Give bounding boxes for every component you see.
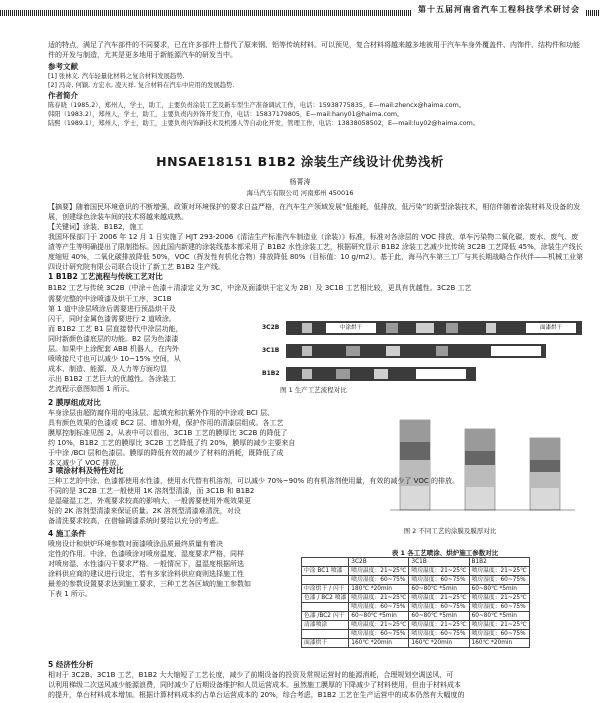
text-line: 的提升，单台材料成本增加。根据计算材料成本约占单台运营成本的 20%，综合考虑，B1B2 工艺在生产运营中的成本仍然有大幅度的 [48, 691, 465, 699]
figure-2-chart [380, 400, 580, 522]
table-cell: 喷房湿度：60~75% [469, 630, 529, 639]
table-cell [302, 603, 349, 612]
text-line: 需要完整的中涂喷漆及烘干工序，3C1B [48, 295, 172, 303]
table-cell: 喷房温度：21~25℃ [409, 567, 469, 576]
table-row [302, 576, 530, 585]
text-line: 好的 2K 溶剂型清漆来保证质量。2K 溶剂型清漆难清洗，对设 [48, 507, 241, 515]
table-cell: 喷房湿度：60~75% [349, 603, 409, 612]
intro-paragraph: 我国环保部门于 2006 年 12 月 1 日实施了 HJT 293-2006《清洁生产标准汽车制造业（涂装）》标准，标准对各涂层的 VOC 排放、单车污染物二氧化碳、废水、废气、废渣等产生等明确提出了限制指标。因此国内新建的涂装线基本都采用了 B1B2 水性涂装工艺，根据研究显示 B1B2 涂装工艺减少比传统 3C2B 工艺降低 45%，涂装生产线长度缩短 40%，二氧化碳排放降低 50%，VOC（挥发性有机化合物）排放降低 80%（目标值：10 g/m2）。基于此，海马汽车第三工厂与其长期战略合作伙伴——机械工业第四设计研究院有限公司联合设计了新工艺 B1B2 生产线。 [48, 233, 584, 271]
text-line: 艺流程示意图如图 1 所示。 [48, 385, 134, 393]
text-line: 示出 B1B2 工艺巨大的优越性。各涂装工 [48, 375, 176, 383]
keywords: 【关键词】涂装，B1B2，施工 [48, 223, 144, 231]
text-line: 最差的参数设置要求达到施工要求，三种工艺各区域的施工参数如 [48, 580, 251, 588]
section-3-body [48, 486, 298, 526]
process-bar [286, 367, 476, 381]
table-cell: 喷房湿度：60~75% [409, 576, 469, 585]
row-label: B1B2 [262, 370, 280, 377]
table-cell: 喷房湿度：60~75% [409, 603, 469, 612]
table-cell: 60~80℃ *5min [469, 585, 529, 594]
text-line: 成本、制造、能源、及人力等方面均显 [48, 365, 167, 373]
table-row [302, 639, 530, 648]
author-bio-1: 陈春晓（1985.2），郑州人，学士，助工，主要负责涂装工艺及新车型生产准备调试工作，电话：15938775835，E—mail:zhencx@haima.com。 [48, 102, 465, 109]
text-line: 闪干，同时金属色漆需要进行 2 道喷涂。 [48, 315, 176, 323]
table-row [302, 567, 530, 576]
table-row [302, 603, 530, 612]
article-affiliation: 海马汽车有限公司 河南郑州 450016 [246, 189, 354, 197]
section-1-intro: B1B2 工艺与传统 3C2B（中涂＋色漆＋清漆定义为 3C，中涂及面漆烘干定义为 2B）及 3C1B 工艺相比较，更具有优越性。3C2B 工艺 [48, 284, 472, 292]
section-3 [48, 466, 588, 486]
table-row [302, 621, 530, 630]
section-5 [48, 660, 588, 700]
text-line: 本又减少了 VOC 排放。 [48, 459, 124, 467]
abstract: 【摘要】随着国民环境意识的不断增强，政策对环境保护的要求日益严格，在汽车生产领域发展“低能耗，低排放，低污染”的新型涂装技术，相信伴随着涂装材料及设备的发展，创建绿色涂装车间的技术将越来越成熟。 [48, 203, 581, 221]
figure-1-row-3c1b [262, 344, 586, 358]
table-cell: 喷房湿度：60~75% [469, 576, 529, 585]
article-author: 杨菁涛 [289, 178, 311, 186]
section-3-heading: 3 喷涂材料及特性对比 [48, 466, 124, 475]
table-cell: 喷房温度：21~25℃ [349, 594, 409, 603]
table-cell: 喷房湿度：60~75% [349, 630, 409, 639]
table-cell: 清漆喷涂 [302, 621, 349, 630]
text-line: 相对于 3C2B、3C1B 工艺，B1B2 大大缩短了工艺长度，减少了前期设备的投资及常规运营时的能源消耗，合理规划空调送风，可 [48, 671, 454, 679]
table-cell: 60~80℃ *5min [349, 612, 409, 621]
row-label: 3C2B [262, 324, 280, 331]
table-cell: 面漆烘干 [302, 639, 349, 648]
table-row [302, 594, 530, 603]
author-bio-2: 韩阳（1983.2），郑州人，学士，助工，主要负责内外饰开发工作，电话：15837179805，E—mail:hany01@haima.com。 [48, 111, 404, 118]
table-cell: 中涂 BC1 喷漆 [302, 567, 349, 576]
table-1 [301, 557, 530, 648]
author-bio-3: 陆熙（1989.1），郑州人，学士，助工，主要负责内饰新技术及机器人等自动化开发，管理工作，电话：13838058502，E—mail:luy02@haima.com。 [48, 120, 480, 127]
text-line: 于中涂 /BCI 层和色漆层。膜厚的降低有效的减少了材料的消耗，既降低了成 [48, 449, 284, 457]
figure-1 [262, 321, 586, 383]
text-line: 三种工艺的中涂、色漆都使用水性漆，使用水代替有机溶剂，可以减少 70%~90% 的有机溶剂使用量，有效的减少了 VOC 的排放。 [48, 477, 459, 485]
text-line: 备清洗要求较高，在借输调漆系统时要给以充分的考虑。 [48, 517, 223, 525]
section-2-heading: 2 膜厚组成对比 [48, 398, 101, 407]
table-cell: 喷房温度：21~25℃ [409, 594, 469, 603]
film-stack-3c2b [400, 420, 430, 510]
table-cell: 喷房温度：21~25℃ [469, 594, 529, 603]
section-1-heading: 1 B1B2 工艺流程与传统工艺对比 [48, 272, 163, 281]
reference-2: [2] 冯奇, 何颖, 方宏水, 凌天祥. 复合材料在汽车中应用的发展趋势. [48, 82, 235, 89]
table-header-cell [302, 558, 349, 567]
text-line: 不同的是 3C2B 工艺一般使用 1K 溶剂型清漆，而 3C1B 和 B1B2 [48, 487, 255, 495]
text-line: 而 B1B2 工艺 B1 层直接替代中涂层功能， [48, 325, 183, 333]
text-line: 涂料供应商的建议进行设定，若有多家涂料供应商则选择施工性 [48, 570, 244, 578]
figure-1-caption: 图 1 生产工艺流程对比 [280, 386, 347, 394]
table-cell: 160℃ *20min [409, 639, 469, 648]
prev-article-text: 适的特点，满足了汽车部件的不同要求，已在许多部件上替代了原来钢、铝等传统材料。可以预见，复合材料将越来越多地被用于汽车车身外覆盖件、内饰件、结构件和功能件的开发与制造，尤其是更多地用于新能源汽车的研发当中。 [48, 41, 580, 59]
table-cell: 60~80℃ *5min [409, 585, 469, 594]
table-header-cell: 3C2B [349, 558, 409, 567]
journal-title: 第十五届河南省汽车工程科技学术研讨会 [412, 4, 586, 16]
table-cell: 160℃ *20min [469, 639, 529, 648]
table-cell: 180℃ *20min [349, 585, 409, 594]
table-cell: 喷房温度：21~25℃ [409, 621, 469, 630]
table-cell: 喷房湿度：60~75% [409, 630, 469, 639]
table-cell: 色漆 /BC2 闪干 [302, 612, 349, 621]
text-line: 以利用梯级二次送风减少能源浪费，同时减少了后期设备维护和人员运营成本。虽然施工膜厚的下降减少了材料使用，但由于材料成本 [48, 681, 461, 689]
table-cell: 喷房温度：21~25℃ [469, 567, 529, 576]
table-cell: 喷房温度：21~25℃ [349, 621, 409, 630]
authors-heading: 作者简介 [48, 91, 78, 100]
text-line: 约 10%，B1B2 工艺的膜厚比 3C2B 工艺降低了约 20%，膜厚的减少主要来自 [48, 439, 296, 447]
table-cell: 喷房湿度：60~75% [349, 576, 409, 585]
text-line: 下表 1 所示。 [48, 590, 92, 598]
figure-2-caption: 图 2 不同工艺的涂膜及膜厚对比 [403, 527, 497, 535]
process-bar [286, 344, 546, 358]
table-cell: 60~80℃ *5min [409, 612, 469, 621]
text-line: 第 1 道中涂层喷涂后需要进行预晶烘干及 [48, 305, 176, 313]
text-line: 车身涂层由超防腐作用的电泳层、起填充和抗紫外作用的中涂或 BCI 层、 [48, 409, 275, 417]
table-1-title: 表 1 各工艺喷涂、烘炉施工参数对比 [391, 549, 499, 557]
table-cell: 160℃ *20min [349, 639, 409, 648]
process-bar [286, 321, 582, 335]
table-header-cell: 3C1B [409, 558, 469, 567]
text-line: 膜厚控制标准见图 2。从表中可以看出，3C1B 工艺的膜厚比 3C2B 的降低了 [48, 429, 288, 437]
table-cell [302, 576, 349, 585]
figure-2 [380, 400, 580, 522]
top-bake-label: 面漆烘干 [526, 323, 576, 333]
text-line: 对喷房湿、水性漆闪干要求严格。一般情况下，温湿度根据所选 [48, 560, 244, 568]
table-cell: 色漆 / BC2 喷漆 [302, 594, 349, 603]
section-2 [48, 398, 368, 468]
table-header-row [302, 558, 530, 567]
table-cell: 喷房温度：21~25℃ [349, 567, 409, 576]
text-line: 同时新颜色漆底层的功能。B2 层为色漆漆 [48, 335, 179, 343]
refs-heading: 参考文献 [48, 62, 78, 71]
section-4 [48, 529, 298, 599]
table-header-cell: B1B2 [469, 558, 529, 567]
section-4-heading: 4 施工条件 [48, 529, 86, 538]
table-row [302, 612, 530, 621]
article-title: HNSAE18151 B1B2 涂装生产线设计优势浅析 [156, 154, 444, 169]
table-cell [302, 630, 349, 639]
text-line: 具有颜色效果的色漆或 BC2 层、增加外观，保护作用的清漆层组成。各工艺 [48, 419, 284, 427]
text-line: 是湿碰湿工艺，外观要求较高的影响大，一般需要使用外观效果更 [48, 497, 251, 505]
mid-bake-label: 中涂烘干 [326, 323, 376, 333]
reference-1: [1] 张林义. 汽车轻量化材料之复合材料发展趋势. [48, 73, 185, 80]
row-label: 3C1B [262, 347, 280, 354]
table-cell: 喷房湿度：60~75% [469, 603, 529, 612]
text-line: 喷喷接尺寸也可以减少 10~15% 空间，从 [48, 355, 181, 363]
table-cell: 中涂烘干 / 闪干 [302, 585, 349, 594]
table-cell: 60~80℃ *5min [469, 612, 529, 621]
figure-1-row-b1b2 [262, 367, 586, 381]
text-line: 定性的作用。中涂、色漆喷涂对喷房温度、湿度要求严格，同样 [48, 550, 244, 558]
page-header [0, 0, 600, 28]
figure-1-row-3c2b [262, 321, 586, 335]
text-line: 喷房设计和烘炉环境参数对面漆喷涂品质最终质量有着决 [48, 540, 223, 548]
table-row [302, 585, 530, 594]
table-row [302, 630, 530, 639]
text-line: 层。如果中上涂配套 ABB 机器人，在内外 [48, 345, 179, 353]
section-1-body [48, 294, 258, 394]
section-5-heading: 5 经济性分析 [48, 660, 94, 669]
table-cell: 喷房温度：21~25℃ [469, 621, 529, 630]
